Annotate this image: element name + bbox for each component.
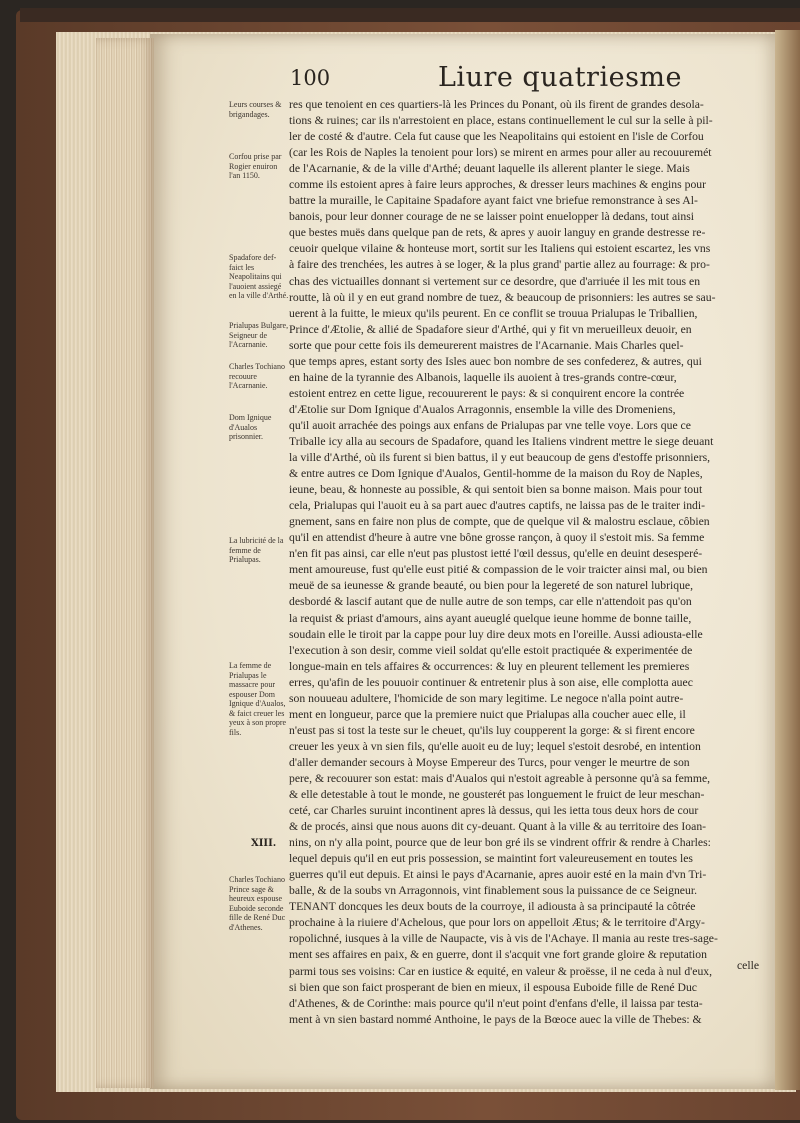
catchword: celle [737, 959, 760, 972]
body-line: sorte que pour cette fois ils demeurerent maistres de l'Acarnanie. Mais Charles quel- [289, 338, 684, 352]
body-line: battre la muraille, le Capitaine Spadafore ayant faict vne briefue remonstrance à ses Al- [289, 194, 698, 208]
body-line: son nouueau adultere, l'homicide de son mary legitime. Le negoce n'alla point autre- [289, 691, 684, 705]
body-line: ment amoureuse, fust qu'elle eust pitié & compassion de le voir traicter ainsi mal, ou bien [289, 563, 708, 577]
body-text [289, 97, 763, 1028]
body-line: d'Athenes, & de Corinthe: mais pource qu'il n'eut point d'enfans d'elle, il laissa par testa- [289, 996, 703, 1010]
body-line: nins, on n'y alla point, pource que de leur bon gré ils se vindrent offrir & rendre à Charles: [289, 836, 711, 850]
body-line: la ville d'Arthé, où ils furent si bien battus, il y eut beaucoup de gens d'estoffe prisonniers, [289, 451, 711, 465]
body-line: desbordé & lascif autant que de nulle autre de son temps, car elle n'attendoit pas qu'on [289, 595, 692, 609]
body-line: l'execution à son desir, comme vieil soldat qu'elle estoit practiquée & experimentée de [289, 643, 693, 657]
body-line: Prince d'Ætolie, & allié de Spadafore sieur d'Arthé, qui y fit vn merueilleux deuoir, en [289, 322, 692, 336]
body-line: banois, pour leur donner courage de ne se laisser point enuelopper là dedans, tout ainsi [289, 210, 695, 224]
body-line: si bien que son faict prosperant de bien en mieux, il espousa Euboide fille de René Duc [289, 980, 697, 994]
body-line: ceté, car Charles suruint incontinent apres là dessus, qui les ietta tous deux hors de cour [289, 804, 699, 818]
body-line: la requist & priast d'amours, ains ayant aueuglé quelque ieune homme de bonne taille, [289, 611, 692, 625]
cover-top-edge [20, 8, 800, 22]
section-number: XIII. [251, 838, 277, 849]
body-line: tions & ruines; car ils n'arrestoient en place, estans continuellement le cul sur la selle à pil- [289, 114, 713, 128]
body-line: balle, & de la soubs vn Arragonnois, vint finablement sous la puissance de ce Seigneur. [289, 884, 697, 898]
body-line: (car les Rois de Naples la tenoient pour lors) se mirent en armes pour aller au recouuremét [289, 146, 712, 160]
running-head: Liure quatriesme [438, 62, 682, 93]
page-number: 100 [290, 66, 331, 90]
body-line: ment à vn sien bastard nommé Anthoine, le pays de la Bœoce auec la ville de Thebes: & [289, 1012, 702, 1026]
body-line: meuë de sa ieunesse & grande beauté, ou bien pour la legereté de son naturel lubrique, [289, 579, 694, 593]
body-line: n'en fit pas ainsi, car elle n'eut pas plustost ietté l'œil dessus, qu'elle en deuint desesperé- [289, 547, 703, 561]
body-line: guerres qu'il eut depuis. Et ainsi le pays d'Acarnanie, apres auoir esté en la main d'vn Tri- [289, 868, 707, 882]
body-line: prochaine à la riuiere d'Achelous, que pour lors on appelloit Ætus; & le territoire d'Argy- [289, 916, 705, 930]
body-line: que temps apres, estant sorty des Isles auec bon nombre de ses confederez, & autres, qui [289, 354, 702, 368]
body-line: qu'il auoit arrachée des poings aux enfans de Prialupas par vne telle voye. Lors que ce [289, 418, 691, 432]
body-line: soudain elle le tiroit par la cappe pour luy dire deux mots en l'oreille. Aussi adiousta-elle [289, 627, 703, 641]
body-line: pere, & recouurer son estat: mais d'Aualos qui n'estoit agreable à personne qu'à sa femme, [289, 771, 711, 785]
body-line: que bestes muës dans quelque pan de rets, & apres y auoir languy en grande destresse re- [289, 226, 706, 240]
margin-note: Leurs courses & brigandages. [229, 100, 282, 119]
body-line: & de procés, ainsi que nous auons dit cy-deuant. Quant à la ville & au territoire des Ioan- [289, 820, 707, 834]
body-line: comme ils estoient apres à faire leurs approches, & dresser leurs machines & engins pour [289, 178, 707, 192]
body-line: longue-main en tels affaires & occurrences: & luy en pleurent tellement les premieres [289, 659, 690, 673]
body-line: n'eust pas si tost la teste sur le cheuet, qu'ils luy coupperent la gorge: & si firent encore [289, 723, 695, 737]
body-line: Triballe icy alla au secours de Spadafore, quand les Italiens vindrent mettre le siege deuant [289, 434, 714, 448]
body-line: lequel depuis qu'il en eut pris possession, se maintint fort valeureusement en toutes les [289, 852, 693, 866]
body-line: TENANT doncques les deux bouts de la courroye, il adiousta à sa principauté la côtrée [289, 900, 696, 914]
body-line: de l'Acarnanie, & de la ville d'Arthé; deuant laquelle ils allerent planter le siege. Mais [289, 162, 690, 176]
body-line: cela, Prialupas qui l'auoit eu à sa part auec d'autres captifs, ne laissa pas de le traiter indi- [289, 499, 706, 513]
body-line: chas des victuailles donnant si vertement sur ce desordre, que d'arriuée il les mit tous en [289, 274, 701, 288]
body-line: ceuoir quelque vilaine & honteuse mort, sortit sur les Italiens qui estoient escartez, les vns [289, 242, 711, 256]
body-line: uerent à la fuitte, le mieux qu'ils peurent. En ce conflit se trouua Prialupas le Triballien, [289, 306, 698, 320]
body-line: parmi tous ses voisins: Car en iustice & equité, en valeur & proësse, il ne ceda à nul d'eux, [289, 964, 713, 978]
body-line: ler de costé & d'autre. Cela fut cause que les Neapolitains qui estoient en l'isle de Corfou [289, 130, 704, 144]
body-line: à faire des trenchées, les autres à se loger, & la plus grand' partie allez au fourrage: & pro- [289, 258, 710, 272]
body-line: & entre autres ce Dom Ignique d'Aualos, Gentil-homme de la maison du Roy de Naples, [289, 467, 703, 481]
margin-note: Charles Tochiano Prince sage & heureux espouse Euboide seconde fille de René Duc d'Athenes. [229, 875, 286, 932]
margin-note: Prialupas Bulgare, Seigneur de l'Acarnanie. [229, 321, 289, 349]
body-line: d'aller demander secours à Moyse Empereur des Turcs, pour venger le meurtre de son [289, 755, 690, 769]
body-line: routte, là où il y en eut grand nombre de tuez, & beaucoup de prisonniers: les autres se sau- [289, 290, 716, 304]
body-line: ment ses affaires en paix, & en guerre, dont il s'acquit vne fort grande gloire & reputation [289, 948, 707, 962]
right-page-edge [775, 30, 800, 1090]
body-line: ment en longueur, parce que la premiere nuict que Prialupas alla coucher auec elle, il [289, 707, 686, 721]
margin-note: La femme de Prialupas le massacre pour espouser Dom Ignique d'Aualos, & faict creuer les yeux à son propre fils. [229, 661, 287, 737]
margin-note: Dom Ignique d'Aualos prisonnier. [229, 413, 272, 441]
body-line: estoient entrez en cette ligue, recouurerent le pays: & si conquirent encore la contrée [289, 386, 685, 400]
margin-note: Spadafore def-faict les Neapolitains qui l'auoient assiegé en la ville d'Arthé. [229, 253, 289, 300]
margin-note: La lubricité de la femme de Prialupas. [229, 536, 284, 564]
body-line: gnement, sans en faire non plus de compte, que de quelque vil & malostru esclaue, côbien [289, 515, 710, 529]
body-line: ropolichné, iusques à la ville de Naupacte, vis à vis de l'Achaye. Il mania au reste tres-sage- [289, 932, 718, 946]
body-line: d'Ætolie sur Dom Ignique d'Aualos Arragonnis, ensemble la ville des Dromeniens, [289, 402, 676, 416]
body-line: erres, qu'afin de les pouuoir continuer & entretenir plus à son aise, elle complotta auec [289, 675, 693, 689]
body-line: qu'il en attendist d'heure à autre vne bône grosse rançon, à quoy il s'estoit mis. Sa femme [289, 531, 705, 545]
body-line: & elle detestable à tout le monde, ne gousterét pas longuement le fruict de leur meschan- [289, 788, 705, 802]
margin-note: Corfou prise par Rogier enuiron l'an 1150. [229, 152, 282, 180]
page-header [290, 62, 770, 96]
body-line: creuer les yeux à vn sien fils, qu'elle auoit eu de luy; lequel s'estoit desrobé, en intention [289, 739, 701, 753]
body-line: ieune, beau, & honneste au possible, & qui sentoit bien sa bonne maison. Mais pour tout [289, 483, 703, 497]
body-line: en haine de la tyrannie des Albanois, laquelle ils auoient à tres-grands contre-cœur, [289, 370, 677, 384]
page-stack [96, 38, 154, 1088]
margin-note: Charles Tochiano recouure l'Acarnanie. [229, 362, 285, 390]
body-line: res que tenoient en ces quartiers-là les Princes du Ponant, où ils firent de grandes desola- [289, 98, 704, 111]
